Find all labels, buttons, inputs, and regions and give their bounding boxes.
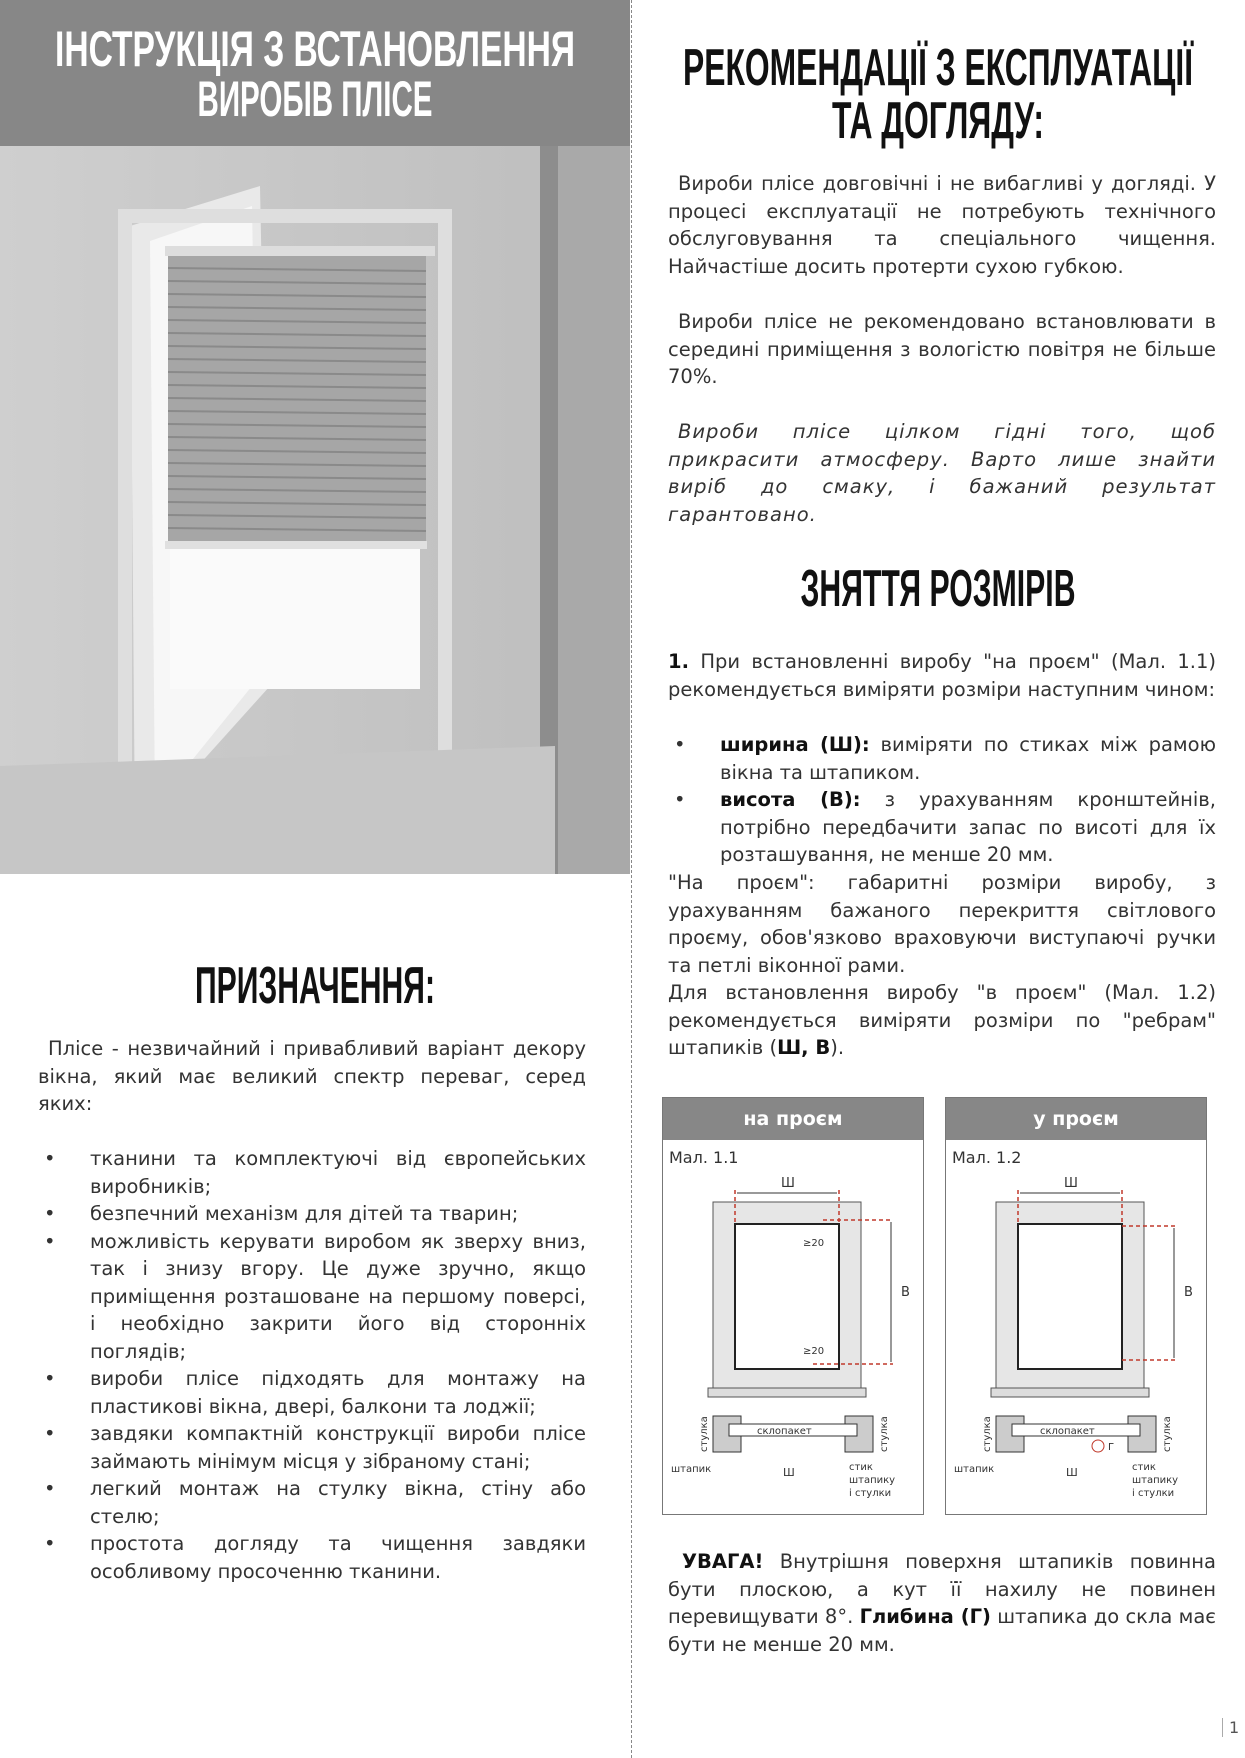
- svg-text:Г: Г: [1108, 1442, 1115, 1453]
- purpose-list-item: • безпечний механізм для дітей та тварин;: [38, 1200, 586, 1228]
- svg-text:склопакет: склопакет: [757, 1426, 812, 1437]
- window-diagram-1: [663, 1140, 923, 1514]
- joint-label-line-3: і стулки: [1132, 1488, 1175, 1499]
- measure-list: [668, 731, 1216, 869]
- sash-label-right: стулка: [879, 1416, 890, 1452]
- measure-width-item: • ширина (Ш): виміряти по стиках між рамою вікна та штапиком.: [668, 731, 1216, 786]
- sash-label-right: стулка: [1162, 1416, 1173, 1452]
- pleated-blind-window-photo: [0, 146, 630, 874]
- measure-paragraph-1: 1. При встановленні виробу "на проєм" (Мал. 1.1) рекомендується виміряти розміри наступним чином:: [668, 650, 1216, 701]
- joint-label-line-3: і стулки: [849, 1488, 892, 1499]
- svg-text:штапик: штапик: [954, 1464, 995, 1475]
- svg-text:стик: стик: [1132, 1462, 1156, 1473]
- page-number: 1: [1222, 1718, 1239, 1737]
- care-paragraph-2: Вироби плісе не рекомендовано встановлювати в середині приміщення з вологістю повітря не більше 70%.: [668, 310, 1216, 388]
- care-paragraph-1: Вироби плісе довговічні і не вибагливі у догляді. У процесі експлуатації не потребують технічного обслуговування та спеціального чищення. Найчастіше досить протерти сухою губкою.: [668, 172, 1216, 278]
- warning-paragraph: УВАГА! Внутрішня поверхня штапиків повинна бути плоскою, а кут її нахилу не повинен перевищувати 8°. Глибина (Г) штапика до скла має бути не менше 20 мм.: [668, 1550, 1216, 1656]
- measure-title: [632, 558, 1245, 618]
- measure-height-item: • висота (В): з урахуванням кронштейнів, потрібно передбачити запас по висоті для їх розташування, не менше 20 мм.: [668, 786, 1216, 869]
- svg-text:стик: стик: [849, 1462, 873, 1473]
- svg-text:Ш: Ш: [1066, 1466, 1078, 1479]
- purpose-list: [38, 1145, 586, 1585]
- svg-text:Ш: Ш: [783, 1466, 795, 1479]
- purpose-list-item: • можливість керувати виробом як зверху вниз, так і знизу вгору. Це дуже зручно, якщо приміщення розташоване на першому поверсі, і необхідно закрити його від сторонніх поглядів;: [38, 1228, 586, 1366]
- header-line-2: ВИРОБІВ ПЛІСЕ: [197, 71, 433, 127]
- svg-text:штапику: штапику: [1132, 1475, 1179, 1486]
- svg-text:штапик: штапик: [671, 1464, 712, 1475]
- diagram-caption: Мал. 1.1: [669, 1148, 739, 1167]
- diagram-header: у проєм: [946, 1098, 1206, 1140]
- sash-label-left: стулка: [699, 1416, 710, 1452]
- care-paragraph-3: Вироби плісе цілком гідні того, щоб прикрасити атмосферу. Варто лише знайти виріб до смаку, і бажаний результат гарантовано.: [668, 420, 1216, 526]
- svg-text:склопакет: склопакет: [1040, 1426, 1095, 1437]
- svg-text:ПРИЗНАЧЕННЯ:: ПРИЗНАЧЕННЯ:: [195, 957, 435, 1015]
- purpose-title: [0, 955, 630, 1015]
- measure-paragraph-3: Для встановлення виробу "в проєм" (Мал. 1.2) рекомендується виміряти розміри по "ребрам" штапиків (Ш, В).: [668, 981, 1216, 1059]
- svg-text:В: В: [1184, 1285, 1193, 1300]
- purpose-list-item: • простота догляду та чищення завдяки особливому просоченню тканини.: [38, 1530, 586, 1585]
- care-title: [632, 40, 1245, 150]
- purpose-list-item: • завдяки компактній конструкції вироби плісе займають мінімум місця у зібраному стані;: [38, 1420, 586, 1475]
- header-line-1: ІНСТРУКЦІЯ З ВСТАНОВЛЕННЯ: [55, 21, 575, 77]
- diagram-on-opening: [662, 1097, 924, 1515]
- measure-paragraph-2: "На проєм": габаритні розміри виробу, з урахуванням бажаного перекриття світлового проєму, обов'язково враховуючи виступаючі ручки та петлі віконної рами.: [668, 871, 1216, 977]
- svg-text:Ш: Ш: [1064, 1176, 1078, 1191]
- svg-text:штапику: штапику: [849, 1475, 896, 1486]
- svg-text:ЗНЯТТЯ РОЗМІРІВ: ЗНЯТТЯ РОЗМІРІВ: [800, 560, 1076, 618]
- svg-text:≥20: ≥20: [803, 1238, 825, 1249]
- window-diagram-2: [946, 1140, 1206, 1514]
- svg-text:РЕКОМЕНДАЦІЇ З ЕКСПЛУАТАЦІЇ: РЕКОМЕНДАЦІЇ З ЕКСПЛУАТАЦІЇ: [683, 39, 1195, 97]
- svg-text:Ш: Ш: [781, 1176, 795, 1191]
- diagram-in-opening: [945, 1097, 1207, 1515]
- purpose-list-item: • легкий монтаж на стулку вікна, стіну або стелю;: [38, 1475, 586, 1530]
- page-header: [0, 0, 630, 146]
- svg-text:≥20: ≥20: [803, 1346, 825, 1357]
- diagram-caption: Мал. 1.2: [952, 1148, 1022, 1167]
- sash-label-left: стулка: [982, 1416, 993, 1452]
- diagram-header: на проєм: [663, 1098, 923, 1140]
- purpose-list-item: • вироби плісе підходять для монтажу на пластикові вікна, двері, балкони та лоджії;: [38, 1365, 586, 1420]
- svg-text:ТА ДОГЛЯДУ:: ТА ДОГЛЯДУ:: [832, 92, 1044, 150]
- purpose-intro: Плісе - незвичайний і привабливий варіант декору вікна, який має великий спектр переваг, серед яких:: [38, 1037, 586, 1115]
- svg-text:В: В: [901, 1285, 910, 1300]
- purpose-list-item: • тканини та комплектуючі від європейських виробників;: [38, 1145, 586, 1200]
- column-divider: [631, 0, 632, 1758]
